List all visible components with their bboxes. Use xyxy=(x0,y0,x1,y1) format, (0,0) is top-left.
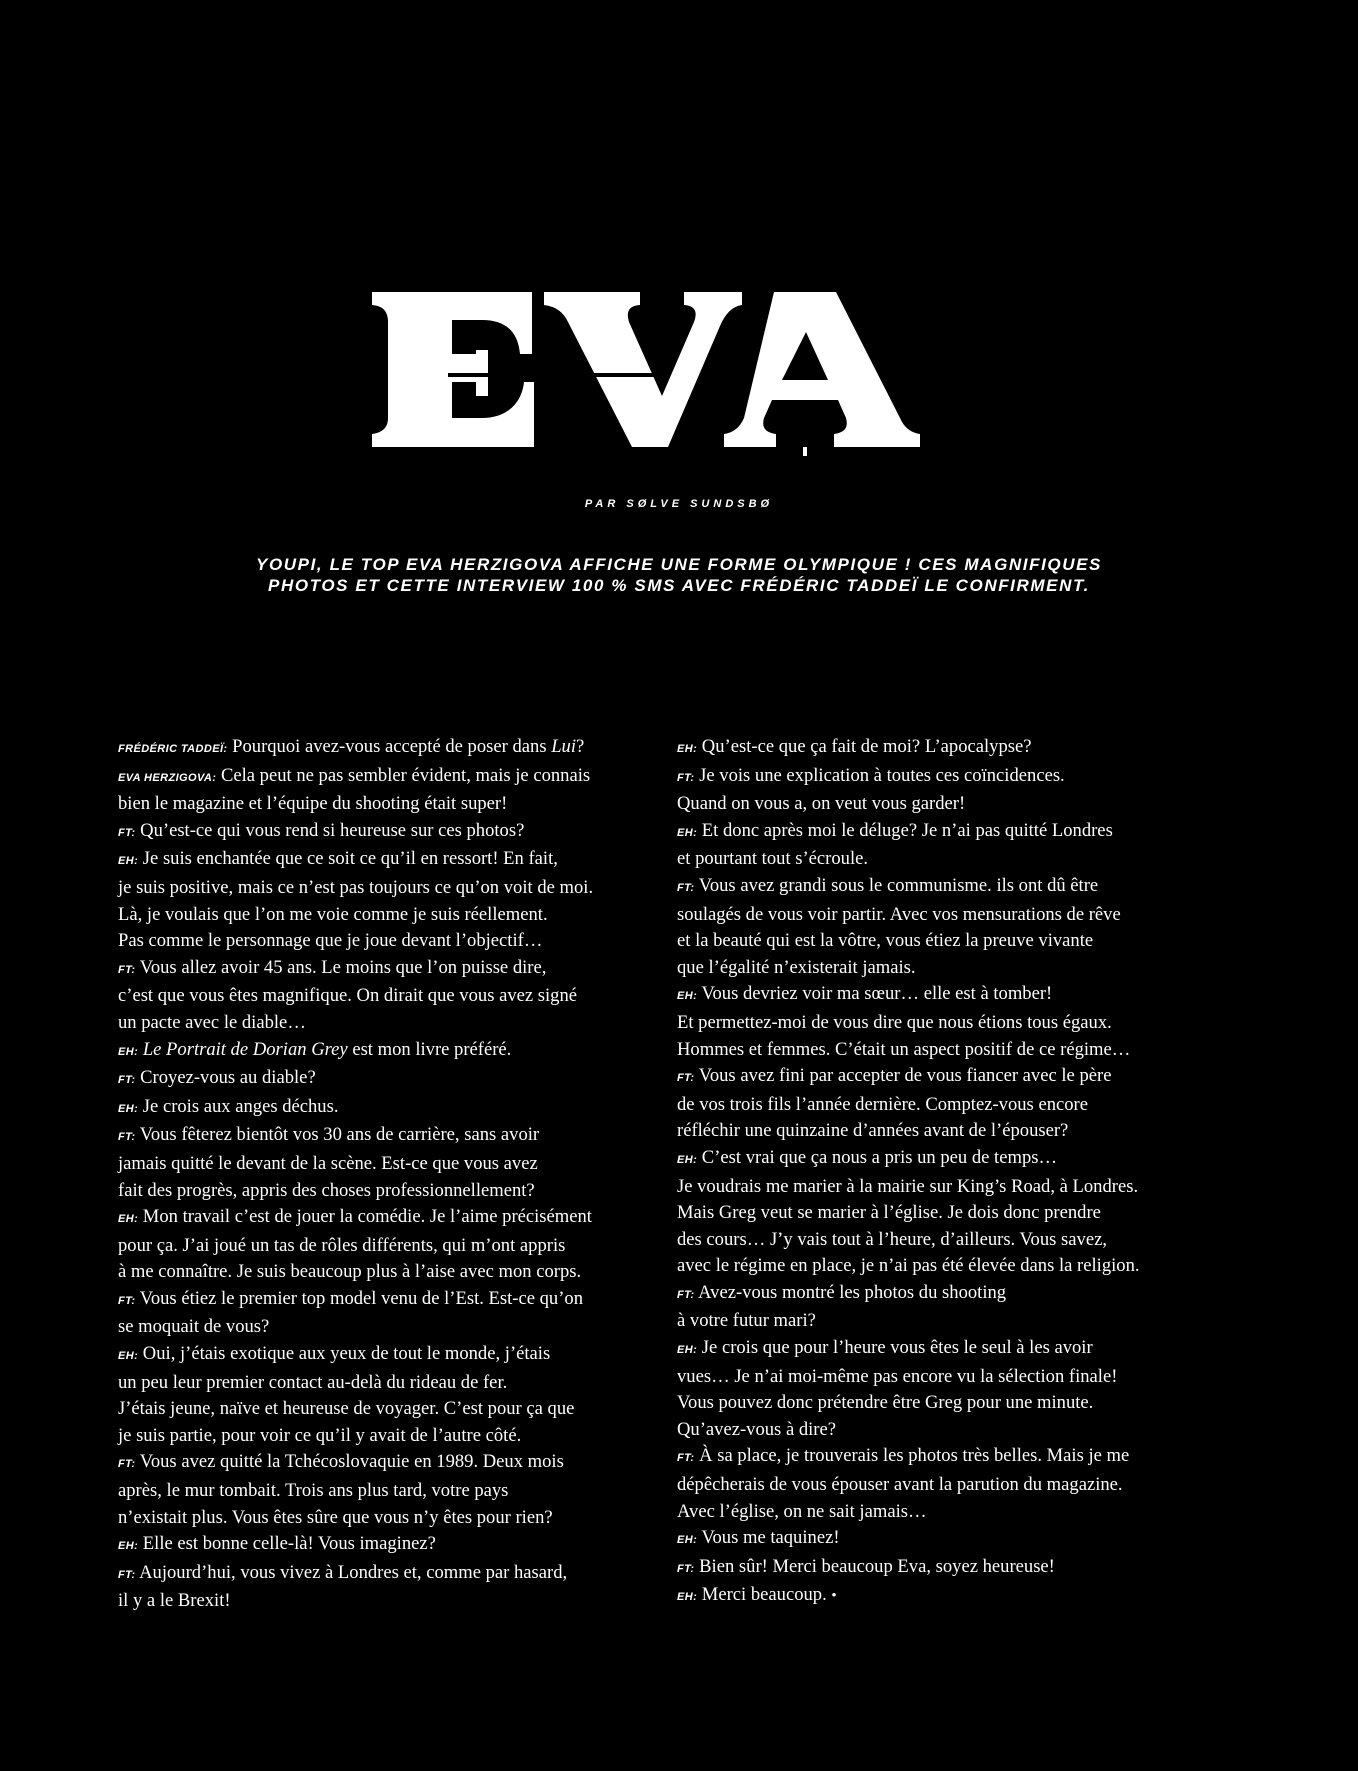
interview-line xyxy=(677,1037,1237,1064)
line-text: Hommes et femmes. C’était un aspect positif de ce régime… xyxy=(677,1038,1131,1060)
speaker-label: EH: xyxy=(677,1344,698,1357)
line-text: il y a le Brexit! xyxy=(118,1590,231,1612)
interview-line xyxy=(677,1280,1237,1309)
line-text: Qu’est-ce que ça fait de moi? L’apocalypse? xyxy=(697,736,1032,757)
interview-line xyxy=(118,734,678,763)
speaker-label: EH: xyxy=(118,1213,139,1226)
speaker-label: FT: xyxy=(118,1458,136,1471)
line-text: Oui, j’étais exotique aux yeux de tout le monde, j’étais xyxy=(138,1343,551,1365)
interview-line xyxy=(677,1227,1237,1254)
line-text: jamais quitté le devant de la scène. Est-ce que vous avez xyxy=(118,1152,538,1174)
standfirst-line: YOUPI, LE TOP EVA HERZIGOVA AFFICHE UNE FORME OLYMPIQUE ! CES MAGNIFIQUES xyxy=(256,555,1102,574)
interview-line xyxy=(677,1525,1237,1554)
line-text: À sa place, je trouverais les photos très belles. Mais je me xyxy=(694,1445,1130,1467)
line-text: Là, je voulais que l’on me voie comme je suis réellement. xyxy=(118,903,548,925)
speaker-label: FT: xyxy=(677,1562,695,1575)
interview-column-left xyxy=(118,734,678,1615)
line-text: Mais Greg veut se marier à l’église. Je dois donc prendre xyxy=(677,1202,1101,1224)
line-text: soulagés de vous voir partir. Avec vos mensurations de rêve xyxy=(677,903,1121,925)
line-text: Aujourd’hui, vous vivez à Londres et, comme par hasard, xyxy=(135,1561,568,1583)
interview-line xyxy=(118,902,678,929)
line-text: Avez-vous montré les photos du shooting xyxy=(694,1281,1007,1303)
interview-line xyxy=(118,1037,678,1066)
interview-line xyxy=(118,763,678,792)
line-text: fait des progrès, appris des choses professionnellement? xyxy=(118,1179,535,1201)
interview-line xyxy=(677,1063,1237,1092)
line-text: Mon travail c’est de jouer la comédie. Je l’aime précisément xyxy=(138,1206,592,1228)
interview-line xyxy=(118,955,678,984)
interview-line xyxy=(118,1010,678,1037)
speaker-label: EH: xyxy=(118,855,139,868)
line-text: Vous devriez voir ma sœur… elle est à tomber! xyxy=(697,983,1053,1005)
line-text: Avec l’église, on ne sait jamais… xyxy=(677,1500,927,1522)
line-text: je suis positive, mais ce n’est pas toujours ce qu’on voit de moi. xyxy=(118,876,594,898)
interview-line xyxy=(118,1151,678,1178)
interview-line xyxy=(118,1233,678,1260)
speaker-label: EH: xyxy=(118,1045,139,1058)
speaker-label: EH: xyxy=(118,1102,139,1115)
line-text: c’est que vous êtes magnifique. On dirait que vous avez signé xyxy=(118,985,578,1007)
line-text: à me connaître. Je suis beaucoup plus à l’aise avec mon corps. xyxy=(118,1261,582,1283)
speaker-label: EH: xyxy=(118,1540,139,1553)
line-text-after: est mon livre préféré. xyxy=(347,1038,512,1060)
speaker-label: FRÉDÉRIC TADDEÏ: xyxy=(118,743,228,755)
line-text: Vous allez avoir 45 ans. Le moins que l’on puisse dire, xyxy=(135,956,547,978)
line-text: Bien sûr! Merci beaucoup Eva, soyez heureuse! xyxy=(694,1555,1055,1577)
line-text: Je suis enchantée que ce soit ce qu’il en ressort! En fait, xyxy=(138,848,558,870)
interview-line xyxy=(118,1065,678,1094)
line-text: Croyez-vous au diable? xyxy=(135,1067,316,1089)
line-text: après, le mur tombait. Trois ans plus tard, votre pays xyxy=(118,1480,509,1502)
interview-line xyxy=(677,873,1237,902)
interview-line xyxy=(677,1582,1237,1611)
line-text: et pourtant tout s’écroule. xyxy=(677,848,869,870)
speaker-label: FT: xyxy=(677,1072,695,1085)
interview-line xyxy=(118,1314,678,1341)
interview-line xyxy=(677,1092,1237,1119)
interview-line xyxy=(118,1370,678,1397)
line-text: Vous étiez le premier top model venu de l’Est. Est-ce qu’on xyxy=(135,1287,584,1309)
speaker-label: FT: xyxy=(118,1074,136,1087)
speaker-label: FT: xyxy=(677,771,695,784)
line-text: de vos trois fils l’année dernière. Comptez-vous encore xyxy=(677,1093,1088,1115)
line-text: bien le magazine et l’équipe du shooting était super! xyxy=(118,793,508,815)
interview-line xyxy=(118,1531,678,1560)
interview-line xyxy=(677,928,1237,955)
speaker-label: EH: xyxy=(677,826,698,839)
interview-line xyxy=(677,734,1237,763)
line-text: C’est vrai que ça nous a pris un peu de temps… xyxy=(697,1146,1058,1168)
line-text: Vous me taquinez! xyxy=(697,1527,840,1549)
line-text: se moquait de vous? xyxy=(118,1316,270,1338)
interview-line xyxy=(118,1505,678,1532)
speaker-label: FT: xyxy=(118,1294,136,1307)
interview-line xyxy=(118,818,678,847)
interview-line xyxy=(118,875,678,902)
interview-line xyxy=(677,1417,1237,1444)
end-bullet: • xyxy=(831,1588,837,1605)
line-text: Vous avez grandi sous le communisme. ils ont dû être xyxy=(694,874,1099,896)
speaker-label: FT: xyxy=(118,826,136,839)
line-text: Quand on vous a, on veut vous garder! xyxy=(677,793,966,815)
line-text: Et donc après moi le déluge? Je n’ai pas quitté Londres xyxy=(697,819,1113,841)
masthead-logotype xyxy=(372,292,957,457)
line-text: Merci beaucoup. xyxy=(697,1584,832,1606)
line-text: Je crois que pour l’heure vous êtes le seul à les avoir xyxy=(697,1337,1093,1359)
line-text: à votre futur mari? xyxy=(677,1310,816,1332)
line-text: pour ça. J’ai joué un tas de rôles différents, qui m’ont appris xyxy=(118,1234,566,1256)
line-text: réfléchir une quinzaine d’années avant de l’épouser? xyxy=(677,1120,1069,1142)
line-text: Vous avez fini par accepter de vous fiancer avec le père xyxy=(694,1065,1112,1087)
line-text: Je voudrais me marier à la mairie sur King’s Road, à Londres. xyxy=(677,1175,1139,1197)
speaker-label: EH: xyxy=(677,990,698,1003)
line-text: dépêcherais de vous épouser avant la parution du magazine. xyxy=(677,1474,1123,1496)
speaker-label: FT: xyxy=(118,963,136,976)
line-text: Vous pouvez donc prétendre être Greg pour une minute. xyxy=(677,1392,1094,1414)
speaker-label: EH: xyxy=(677,1591,698,1604)
speaker-label: EH: xyxy=(677,743,698,755)
line-text: J’étais jeune, naïve et heureuse de voyager. C’est pour ça que xyxy=(118,1398,575,1420)
speaker-label: FT: xyxy=(677,881,695,894)
interview-line xyxy=(677,1200,1237,1227)
interview-line xyxy=(677,818,1237,847)
line-text: un pacte avec le diable… xyxy=(118,1011,306,1033)
interview-line xyxy=(677,1010,1237,1037)
line-text: vues… Je n’ai moi-même pas encore vu la sélection finale! xyxy=(677,1365,1118,1387)
interview-line xyxy=(677,791,1237,818)
speaker-label: FT: xyxy=(118,1131,136,1144)
speaker-label: EVA HERZIGOVA: xyxy=(118,771,217,784)
line-text: Pas comme le personnage que je joue devant l’objectif… xyxy=(118,930,543,952)
interview-line xyxy=(677,1118,1237,1145)
speaker-label: EH: xyxy=(677,1153,698,1166)
interview-line xyxy=(118,1122,678,1151)
line-text: n’existait plus. Vous êtes sûre que vous n’y êtes pour rien? xyxy=(118,1506,553,1528)
line-text: que l’égalité n’existerait jamais. xyxy=(677,956,916,978)
line-text: Pourquoi avez-vous accepté de poser dans xyxy=(227,736,552,757)
interview-line xyxy=(677,1308,1237,1335)
line-text: des cours… J’y vais tout à l’heure, d’ailleurs. Vous savez, xyxy=(677,1228,1107,1250)
interview-line xyxy=(118,1560,678,1589)
interview-line xyxy=(118,1204,678,1233)
interview-column-right xyxy=(677,734,1237,1611)
line-text: Qu’avez-vous à dire? xyxy=(677,1418,837,1440)
line-text-after: ? xyxy=(576,736,585,757)
interview-line xyxy=(118,1478,678,1505)
interview-line xyxy=(677,1472,1237,1499)
standfirst-line: PHOTOS ET CETTE INTERVIEW 100 % SMS AVEC FRÉDÉRIC TADDEÏ LE CONFIRMENT. xyxy=(268,576,1090,595)
interview-line xyxy=(118,1341,678,1370)
interview-line xyxy=(118,928,678,955)
interview-line xyxy=(677,1335,1237,1364)
interview-line xyxy=(118,1286,678,1315)
interview-line xyxy=(118,791,678,818)
speaker-label: FT: xyxy=(118,1568,136,1581)
interview-line xyxy=(118,983,678,1010)
interview-line xyxy=(677,1390,1237,1417)
interview-line xyxy=(118,1588,678,1615)
line-text: et la beauté qui est la vôtre, vous étiez la preuve vivante xyxy=(677,930,1094,952)
line-text: Elle est bonne celle-là! Vous imaginez? xyxy=(138,1533,436,1555)
line-text: Je vois une explication à toutes ces coïncidences. xyxy=(694,764,1065,786)
interview-line xyxy=(677,1554,1237,1583)
interview-line xyxy=(677,1145,1237,1174)
line-text: Qu’est-ce qui vous rend si heureuse sur ces photos? xyxy=(135,819,525,841)
interview-line xyxy=(118,1423,678,1450)
interview-line xyxy=(677,1499,1237,1526)
line-text: avec le régime en place, je n’ai pas été élevée dans la religion. xyxy=(677,1255,1140,1277)
photo-credit: PAR SØLVE SUNDSBØ xyxy=(584,498,774,510)
masthead-eva-logo xyxy=(372,292,957,457)
line-text: je suis partie, pour voir ce qu’il y avait de l’autre côté. xyxy=(118,1424,522,1446)
line-text: Je crois aux anges déchus. xyxy=(138,1095,339,1117)
interview-line xyxy=(677,1443,1237,1472)
interview-line xyxy=(118,1259,678,1286)
interview-line xyxy=(118,846,678,875)
line-text: Vous avez quitté la Tchécoslovaquie en 1989. Deux mois xyxy=(135,1451,564,1473)
interview-line xyxy=(677,955,1237,982)
line-text: Et permettez-moi de vous dire que nous étions tous égaux. xyxy=(677,1011,1112,1033)
speaker-label: FT: xyxy=(677,1452,695,1465)
line-text: Vous fêterez bientôt vos 30 ans de carrière, sans avoir xyxy=(135,1124,540,1146)
speaker-label: EH: xyxy=(118,1350,139,1363)
line-text: Cela peut ne pas sembler évident, mais je connais xyxy=(216,764,591,786)
speaker-label: FT: xyxy=(677,1288,695,1301)
interview-line xyxy=(677,981,1237,1010)
italic-title: Le Portrait de Dorian Grey xyxy=(142,1038,348,1060)
interview-line xyxy=(677,846,1237,873)
standfirst xyxy=(200,554,1158,596)
line-text: un peu leur premier contact au-delà du rideau de fer. xyxy=(118,1371,508,1393)
interview-line xyxy=(677,902,1237,929)
interview-line xyxy=(677,1174,1237,1201)
interview-line xyxy=(677,763,1237,792)
interview-line xyxy=(118,1178,678,1205)
interview-line xyxy=(118,1449,678,1478)
interview-line xyxy=(118,1094,678,1123)
interview-line xyxy=(677,1253,1237,1280)
interview-line xyxy=(677,1364,1237,1391)
interview-line xyxy=(118,1396,678,1423)
speaker-label: EH: xyxy=(677,1534,698,1547)
italic-title: Lui xyxy=(551,736,577,757)
